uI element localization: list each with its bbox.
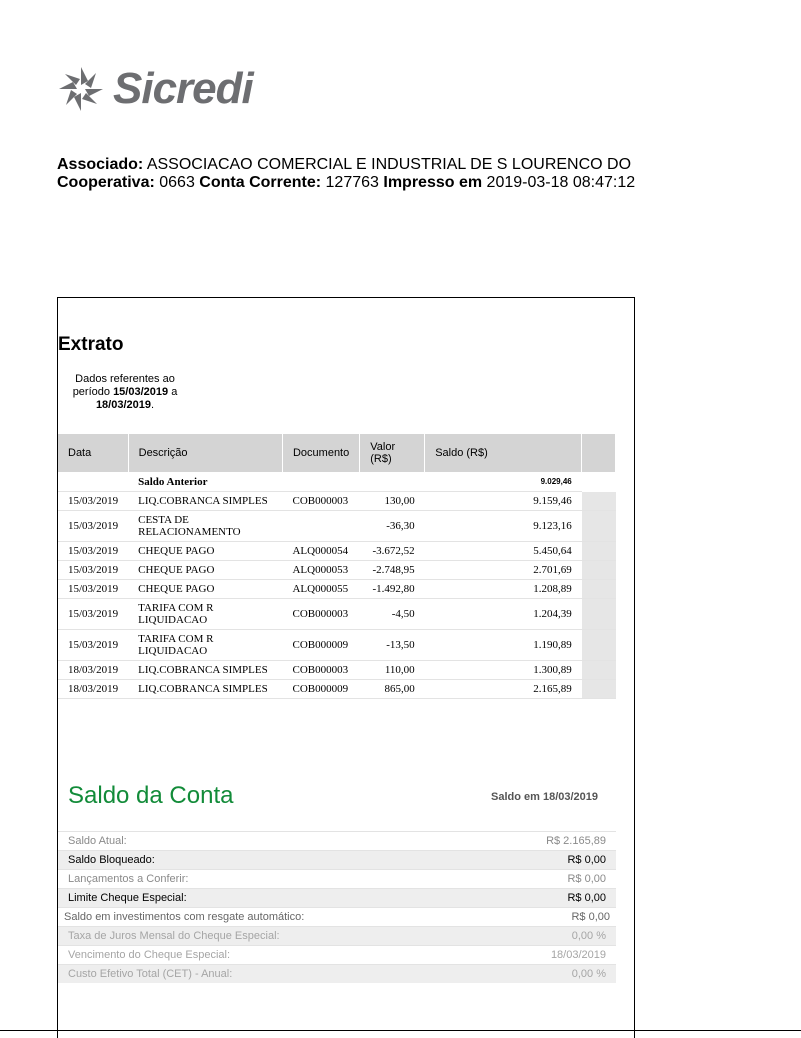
cell-descricao: LIQ.COBRANCA SIMPLES — [128, 680, 282, 699]
cell-valor: -13,50 — [360, 630, 425, 661]
saldo-summary-label: Lançamentos a Conferir: — [68, 873, 189, 885]
conta-value: 127763 — [325, 174, 379, 191]
saldo-summary-value: R$ 2.165,89 — [546, 835, 606, 847]
associado-line — [57, 156, 635, 174]
cell-data: 18/03/2019 — [58, 680, 128, 699]
saldo-em-date: Saldo em 18/03/2019 — [491, 791, 599, 803]
col-saldo: Saldo (R$) — [425, 434, 582, 472]
saldo-summary-row — [58, 888, 616, 907]
table-row — [58, 630, 616, 661]
conta-label: Conta Corrente: — [199, 174, 322, 191]
cell-documento: COB000009 — [282, 630, 359, 661]
cell-descricao: CHEQUE PAGO — [128, 542, 282, 561]
cell-descricao: CESTA DE RELACIONAMENTO — [128, 511, 282, 542]
cell-saldo: 1.208,89 — [425, 580, 582, 599]
saldo-summary-label: Vencimento do Cheque Especial: — [68, 949, 231, 961]
impresso-value: 2019-03-18 08:47:12 — [486, 174, 636, 191]
cell-documento: COB000003 — [282, 599, 359, 630]
cell-descricao: LIQ.COBRANCA SIMPLES — [128, 661, 282, 680]
cell-saldo: 1.204,39 — [425, 599, 582, 630]
cell-valor: -3.672,52 — [360, 542, 425, 561]
periodo-start: 15/03/2019 — [113, 386, 169, 398]
saldo-summary-value: 18/03/2019 — [550, 949, 606, 961]
cell-documento: ALQ000054 — [282, 542, 359, 561]
cell-descricao: CHEQUE PAGO — [128, 580, 282, 599]
cell-documento: COB000003 — [282, 492, 359, 511]
saldo-summary-value: 0,00 % — [571, 930, 606, 942]
cell-documento: ALQ000055 — [282, 580, 359, 599]
periodo-suffix: . — [151, 399, 155, 411]
periodo-end: 18/03/2019 — [95, 399, 151, 411]
cell-valor: -1.492,80 — [360, 580, 425, 599]
cell-data: 15/03/2019 — [58, 561, 128, 580]
transactions-table — [58, 434, 616, 699]
cell-valor: -4,50 — [360, 599, 425, 630]
col-data: Data — [58, 434, 128, 472]
saldo-conta-title: Saldo da Conta — [68, 782, 234, 809]
cell-documento: ALQ000053 — [282, 561, 359, 580]
saldo-summary-label: Saldo Bloqueado: — [68, 854, 155, 866]
table-row — [58, 680, 616, 699]
saldo-summary-label: Limite Cheque Especial: — [68, 892, 187, 904]
periodo-mid: a — [171, 386, 178, 398]
cell-valor: 130,00 — [360, 492, 425, 511]
cell-descricao: CHEQUE PAGO — [128, 561, 282, 580]
sicredi-logo — [55, 62, 253, 116]
table-row — [58, 661, 616, 680]
saldo-summary — [58, 831, 616, 983]
saldo-anterior-label: Saldo Anterior — [128, 472, 282, 492]
impresso-label: Impresso em — [383, 174, 483, 191]
saldo-summary-row — [58, 869, 616, 888]
cell-documento — [282, 511, 359, 542]
table-row — [58, 599, 616, 630]
account-info — [57, 156, 635, 192]
saldo-summary-value: R$ 0,00 — [567, 892, 606, 904]
cell-saldo: 2.165,89 — [425, 680, 582, 699]
cooperativa-line — [57, 174, 635, 192]
saldo-anterior-row — [58, 472, 616, 492]
table-header — [58, 434, 616, 472]
col-valor: Valor (R$) — [360, 434, 425, 472]
cell-descricao: LIQ.COBRANCA SIMPLES — [128, 492, 282, 511]
associado-value: ASSOCIACAO COMERCIAL E INDUSTRIAL DE S LOURENCO DO — [146, 156, 632, 173]
saldo-summary-row — [58, 945, 616, 964]
cell-saldo: 1.190,89 — [425, 630, 582, 661]
cell-saldo: 2.701,69 — [425, 561, 582, 580]
saldo-summary-row — [58, 831, 616, 850]
table-row — [58, 492, 616, 511]
saldo-summary-label: Saldo em investimentos com resgate automático: — [64, 911, 305, 923]
saldo-summary-row — [58, 926, 616, 945]
col-end — [582, 434, 616, 472]
table-row — [58, 542, 616, 561]
cooperativa-value: 0663 — [159, 174, 195, 191]
table-row — [58, 511, 616, 542]
cell-descricao: TARIFA COM R LIQUIDACAO — [128, 630, 282, 661]
saldo-anterior-value: 9.029,46 — [425, 472, 582, 492]
saldo-summary-value: R$ 0,00 — [567, 873, 606, 885]
table-row — [58, 580, 616, 599]
cell-data: 15/03/2019 — [58, 580, 128, 599]
extrato-title: Extrato — [58, 334, 124, 355]
cell-data: 15/03/2019 — [58, 599, 128, 630]
saldo-summary-label: Custo Efetivo Total (CET) - Anual: — [68, 968, 233, 980]
cell-valor: -36,30 — [360, 511, 425, 542]
cell-saldo: 9.159,46 — [425, 492, 582, 511]
saldo-summary-row — [58, 850, 616, 869]
cell-valor: 865,00 — [360, 680, 425, 699]
cell-saldo: 1.300,89 — [425, 661, 582, 680]
cell-data: 15/03/2019 — [58, 492, 128, 511]
periodo-info — [60, 373, 190, 412]
saldo-summary-label: Taxa de Juros Mensal do Cheque Especial: — [68, 930, 280, 942]
saldo-summary-row — [58, 964, 616, 983]
saldo-summary-value: 0,00 % — [571, 968, 606, 980]
cell-documento: COB000009 — [282, 680, 359, 699]
cell-descricao: TARIFA COM R LIQUIDACAO — [128, 599, 282, 630]
page-bottom-rule — [0, 1030, 801, 1031]
cell-data: 15/03/2019 — [58, 630, 128, 661]
col-documento: Documento — [282, 434, 359, 472]
cell-valor: -2.748,95 — [360, 561, 425, 580]
associado-label: Associado: — [57, 156, 144, 173]
cooperativa-label: Cooperativa: — [57, 174, 155, 191]
saldo-summary-value: R$ 0,00 — [567, 854, 606, 866]
saldo-summary-label: Saldo Atual: — [68, 835, 127, 847]
cell-saldo: 5.450,64 — [425, 542, 582, 561]
cell-saldo: 9.123,16 — [425, 511, 582, 542]
col-descricao: Descrição — [128, 434, 282, 472]
cell-data: 15/03/2019 — [58, 542, 128, 561]
periodo-prefix: Dados referentes ao período — [72, 373, 175, 398]
cell-data: 15/03/2019 — [58, 511, 128, 542]
cell-documento: COB000003 — [282, 661, 359, 680]
sicredi-swirl-icon — [55, 63, 107, 115]
cell-valor: 110,00 — [360, 661, 425, 680]
cell-data: 18/03/2019 — [58, 661, 128, 680]
table-row — [58, 561, 616, 580]
brand-name: Sicredi — [113, 64, 253, 113]
saldo-summary-value: R$ 0,00 — [571, 911, 610, 923]
saldo-summary-row — [58, 907, 616, 926]
